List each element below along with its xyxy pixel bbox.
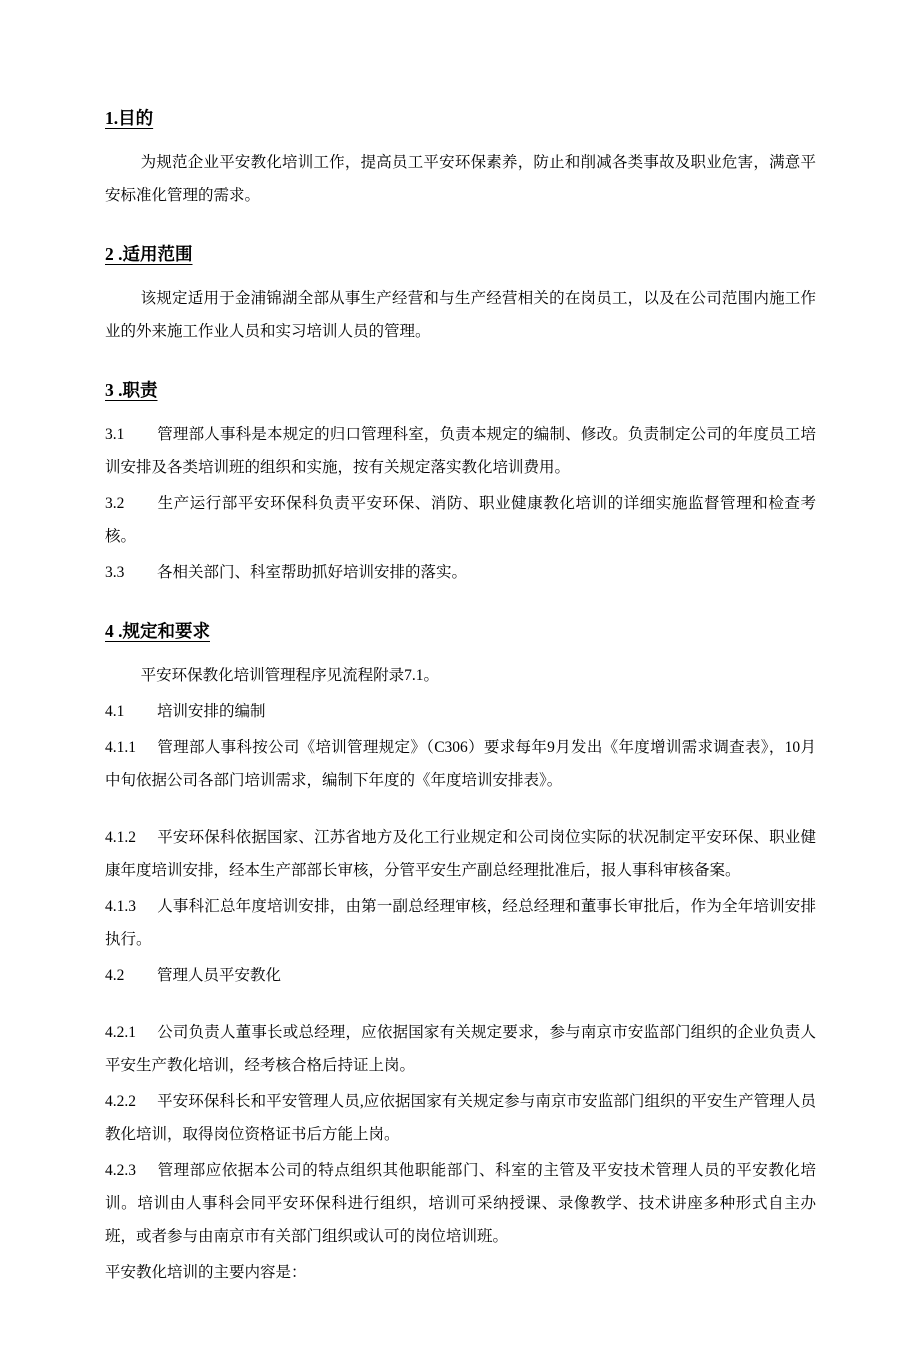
clause-4-1-1 bbox=[105, 731, 816, 797]
clause-3-2-text: 生产运行部平安环保科负责平安环保、消防、职业健康教化培训的详细实施监督管理和检查考核。 bbox=[105, 495, 816, 545]
section-2-heading: 2 .适用范围 bbox=[105, 244, 193, 264]
clause-4-2-number: 4.2 bbox=[105, 967, 125, 984]
clause-4-2-2-number: 4.2.2 bbox=[105, 1093, 136, 1110]
clause-3-3-text: 各相关部门、科室帮助抓好培训安排的落实。 bbox=[157, 564, 468, 581]
clause-4-2-1 bbox=[105, 1016, 816, 1082]
clause-4-1-2 bbox=[105, 821, 816, 887]
clause-3-3 bbox=[105, 556, 816, 589]
clause-4-2-text: 管理人员平安教化 bbox=[157, 967, 282, 984]
clause-4-1-3-number: 4.1.3 bbox=[105, 898, 136, 915]
section-4-heading: 4 .规定和要求 bbox=[105, 621, 210, 641]
section-3-heading: 3 .职责 bbox=[105, 380, 158, 400]
clause-4-2-1-text: 公司负责人董事长或总经理，应依据国家有关规定要求，参与南京市安监部门组织的企业负责人平安生产教化培训，经考核合格后持证上岗。 bbox=[105, 1024, 816, 1074]
section-4-closing-line: 平安教化培训的主要内容是： bbox=[105, 1264, 307, 1281]
section-4-intro: 平安环保教化培训管理程序见流程附录7.1。 bbox=[140, 667, 440, 684]
clause-4-1-2-text: 平安环保科依据国家、江苏省地方及化工行业规定和公司岗位实际的状况制定平安环保、职业健康年度培训安排，经本生产部部长审核，分管平安生产副总经理批准后，报人事科审核备案。 bbox=[105, 829, 816, 879]
clause-4-2 bbox=[105, 959, 816, 992]
clause-3-1 bbox=[105, 418, 816, 484]
clause-4-1-1-number: 4.1.1 bbox=[105, 739, 136, 756]
clause-4-1-number: 4.1 bbox=[105, 703, 125, 720]
clause-4-2-3-number: 4.2.3 bbox=[105, 1162, 136, 1179]
clause-4-2-2-text: 平安环保科长和平安管理人员,应依据国家有关规定参与南京市安监部门组织的平安生产管理人员教化培训，取得岗位资格证书后方能上岗。 bbox=[105, 1093, 816, 1143]
clause-3-3-number: 3.3 bbox=[105, 564, 125, 581]
section-2-paragraph: 该规定适用于金浦锦湖全部从事生产经营和与生产经营相关的在岗员工，以及在公司范围内施工作业的外来施工作业人员和实习培训人员的管理。 bbox=[105, 290, 816, 340]
clause-4-2-2 bbox=[105, 1085, 816, 1151]
section-1-heading: 1.目的 bbox=[105, 108, 154, 128]
clause-3-2 bbox=[105, 487, 816, 553]
clause-4-1-3 bbox=[105, 890, 816, 956]
clause-4-2-3-text: 管理部应依据本公司的特点组织其他职能部门、科室的主管及平安技术管理人员的平安教化培训。培训由人事科会同平安环保科进行组织，培训可采纳授课、录像教学、技术讲座多种形式自主办班，或者参与由南京市有关部门组织或认可的岗位培训班。 bbox=[105, 1162, 816, 1245]
clause-4-1-1-text: 管理部人事科按公司《培训管理规定》（C306）要求每年9月发出《年度增训需求调查表》，10月中旬依据公司各部门培训需求，编制下年度的《年度培训安排表》。 bbox=[105, 739, 816, 789]
clause-3-1-text: 管理部人事科是本规定的归口管理科室，负责本规定的编制、修改。负责制定公司的年度员工培训安排及各类培训班的组织和实施，按有关规定落实教化培训费用。 bbox=[105, 426, 816, 476]
clause-3-1-number: 3.1 bbox=[105, 426, 125, 443]
clause-4-1-3-text: 人事科汇总年度培训安排，由第一副总经理审核，经总经理和董事长审批后，作为全年培训安排执行。 bbox=[105, 898, 816, 948]
clause-4-2-3 bbox=[105, 1154, 816, 1253]
clause-4-1-text: 培训安排的编制 bbox=[157, 703, 266, 720]
clause-4-1-2-number: 4.1.2 bbox=[105, 829, 136, 846]
section-1-paragraph: 为规范企业平安教化培训工作，提高员工平安环保素养，防止和削减各类事故及职业危害，满意平安标准化管理的需求。 bbox=[105, 154, 816, 204]
clause-3-2-number: 3.2 bbox=[105, 495, 125, 512]
clause-4-1 bbox=[105, 695, 816, 728]
clause-4-2-1-number: 4.2.1 bbox=[105, 1024, 136, 1041]
